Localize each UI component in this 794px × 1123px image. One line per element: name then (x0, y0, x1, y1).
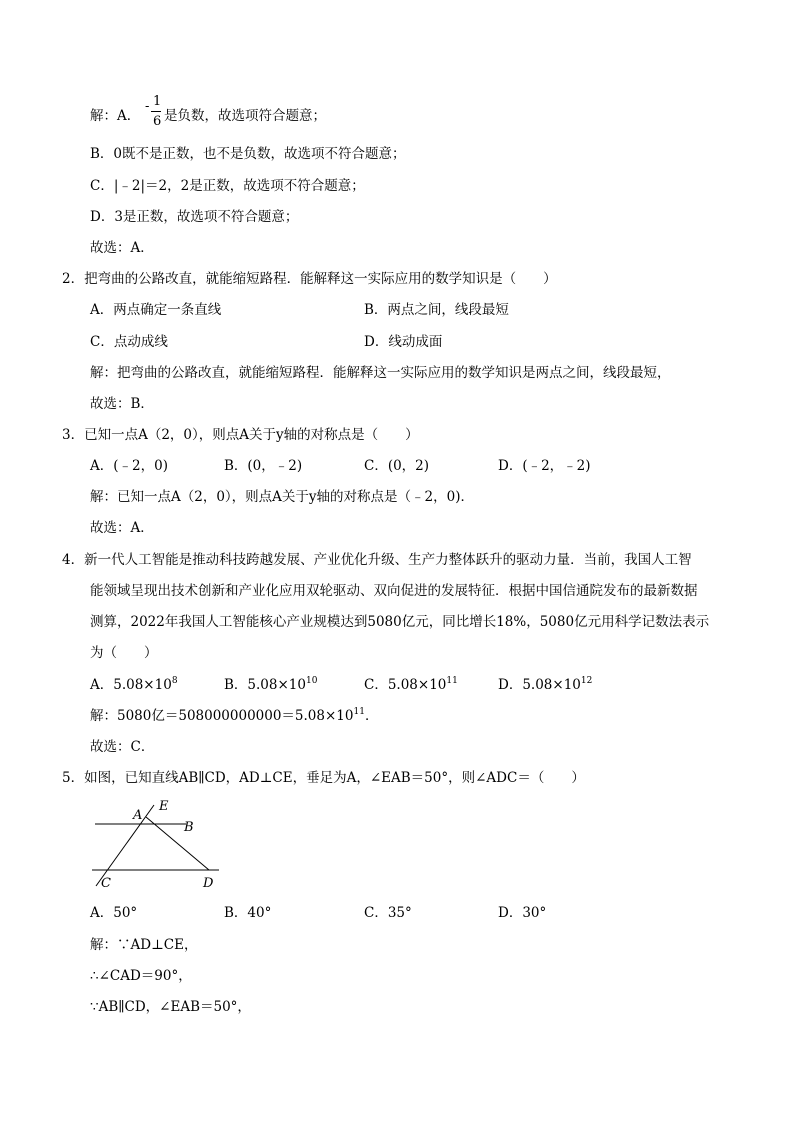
label-b: B (184, 820, 194, 835)
q4-option-d (498, 676, 592, 694)
q5-solution-line3: ∵AB∥CD，∠EAB＝50°， (90, 999, 251, 1015)
q4-option-b (224, 676, 317, 694)
q1-answer-c: C．|﹣2|＝2，2是正数，故选项不符合题意； (90, 178, 365, 194)
fraction-bar (151, 111, 161, 112)
label-c: C (101, 876, 111, 891)
q4-stem-line2: 能领域呈现出技术创新和产业化应用双轮驱动、双向促进的发展特征．根据中国信通院发布的最新数据 (90, 583, 698, 599)
q3-stem: 3．已知一点A（2，0），则点A关于y轴的对称点是（ ） (62, 427, 419, 443)
q4-option-c-base: C．5.08×10 (364, 677, 447, 693)
q2-stem: 2．把弯曲的公路改直，就能缩短路程．能解释这一实际应用的数学知识是（ ） (62, 271, 557, 287)
label-e: E (159, 799, 169, 814)
q1-answer-a-prefix: 解：A． (90, 108, 141, 124)
q4-option-c-exponent: 11 (446, 676, 458, 686)
q1-choice: 故选：A． (90, 240, 154, 256)
q5-solution-line1: 解：∵AD⊥CE， (90, 937, 198, 953)
q3-option-c: C．(0，2) (364, 458, 430, 474)
q5-geometry-figure (88, 795, 228, 895)
q4-option-d-base: D．5.08×10 (498, 677, 581, 693)
q3-option-b: B．(0，﹣2) (224, 458, 303, 474)
q4-option-a-exponent: 8 (171, 676, 178, 686)
line-ce (96, 805, 154, 886)
label-a: A (133, 808, 143, 823)
q4-stem-line4: 为（ ） (90, 645, 158, 661)
q4-answer-exponent: 11 (353, 707, 365, 717)
q4-option-a-base: A．5.08×10 (90, 677, 172, 693)
q2-option-b: B．两点之间，线段最短 (364, 302, 509, 318)
fraction-minus-sign: - (145, 99, 150, 114)
q4-stem-line1: 4．新一代人工智能是推动科技跨越发展、产业优化升级、生产力整体跃升的驱动力量．当前，我国人工智 (62, 552, 692, 568)
q5-option-c: C．35° (364, 905, 412, 921)
q2-answer: 解：把弯曲的公路改直，就能缩短路程．能解释这一实际应用的数学知识是两点之间，线段最短， (90, 365, 671, 381)
q5-option-a: A．50° (90, 905, 138, 921)
q1-answer-d: D．3是正数，故选项不符合题意； (90, 209, 299, 225)
line-ad (146, 817, 209, 870)
q4-option-b-base: B．5.08×10 (224, 677, 306, 693)
q5-solution-line2: ∴∠CAD＝90°， (90, 968, 192, 984)
fraction-denominator: 6 (153, 114, 162, 129)
q3-answer: 解：已知一点A（2，0），则点A关于y轴的对称点是（﹣2，0)． (90, 489, 474, 505)
q3-choice: 故选：A． (90, 520, 154, 536)
q5-option-b: B．40° (224, 905, 272, 921)
q4-answer-end: ． (364, 708, 379, 724)
q2-choice: 故选：B． (90, 396, 154, 412)
q1-answer-b: B．0既不是正数，也不是负数，故选项不符合题意； (90, 146, 406, 162)
q5-option-d: D．30° (498, 905, 547, 921)
label-d: D (203, 876, 214, 891)
q4-option-b-exponent: 10 (305, 676, 318, 686)
q4-option-d-exponent: 12 (580, 676, 593, 686)
q2-option-d: D．线动成面 (364, 334, 443, 350)
q4-answer (90, 707, 378, 725)
q4-option-c (364, 676, 458, 694)
q4-option-a (90, 676, 178, 694)
q4-stem-line3: 测算，2022年我国人工智能核心产业规模达到5080亿元，同比增长18%，5080亿元用科学记数法表示 (90, 614, 710, 630)
fraction-numerator: 1 (153, 94, 162, 109)
q2-option-c: C．点动成线 (90, 334, 168, 350)
q5-stem: 5．如图，已知直线AB∥CD，AD⊥CE，垂足为A，∠EAB＝50°，则∠ADC＝（ ） (62, 770, 585, 786)
q3-option-a: A．(﹣2，0) (90, 458, 168, 474)
q4-answer-base: 解：5080亿＝508000000000＝5.08×10 (90, 708, 354, 724)
q1-answer-a-rest: 是负数，故选项符合题意； (164, 108, 326, 124)
q4-choice: 故选：C． (90, 739, 155, 755)
q2-option-a: A．两点确定一条直线 (90, 302, 222, 318)
q3-option-d: D．(﹣2，﹣2) (498, 458, 591, 474)
